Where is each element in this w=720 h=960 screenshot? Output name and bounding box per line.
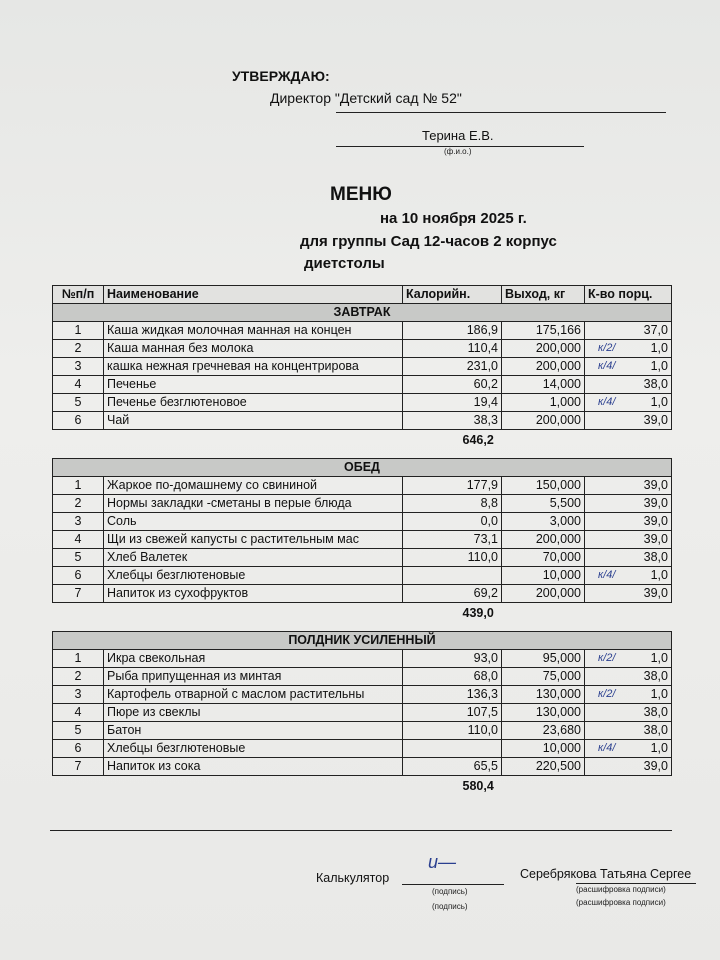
row-calories: 110,0 bbox=[403, 549, 502, 567]
row-portions bbox=[585, 412, 672, 430]
director-line: Директор "Детский сад № 52" bbox=[270, 90, 462, 106]
handwritten-mark: к/2/ bbox=[598, 652, 616, 664]
table-row bbox=[53, 567, 672, 585]
row-name: Нормы закладки -сметаны в перые блюда bbox=[104, 495, 403, 513]
row-name: кашка нежная гречневая на концентрирова bbox=[104, 358, 403, 376]
row-output: 23,680 bbox=[502, 722, 585, 740]
decode-caption-2: (расшифровка подписи) bbox=[576, 898, 666, 907]
row-name: Каша манная без молока bbox=[104, 340, 403, 358]
row-number: 1 bbox=[53, 322, 104, 340]
row-calories: 69,2 bbox=[403, 585, 502, 603]
row-output: 200,000 bbox=[502, 340, 585, 358]
row-portions bbox=[585, 740, 672, 758]
table-row bbox=[53, 668, 672, 686]
portion-value: 1,0 bbox=[650, 359, 668, 373]
row-name: Чай bbox=[104, 412, 403, 430]
table-row bbox=[53, 358, 672, 376]
row-output: 10,000 bbox=[502, 567, 585, 585]
row-output: 200,000 bbox=[502, 412, 585, 430]
row-number: 5 bbox=[53, 722, 104, 740]
menu-table bbox=[52, 285, 672, 796]
fio-caption: (ф.и.о.) bbox=[444, 147, 472, 156]
table-row bbox=[53, 686, 672, 704]
row-output: 3,000 bbox=[502, 513, 585, 531]
section-spacer bbox=[53, 603, 672, 632]
row-number: 2 bbox=[53, 668, 104, 686]
row-calories: 136,3 bbox=[403, 686, 502, 704]
approver-name: Терина Е.В. bbox=[422, 128, 494, 143]
portion-value: 1,0 bbox=[650, 651, 668, 665]
table-row bbox=[53, 412, 672, 430]
section-title: ЗАВТРАК bbox=[53, 304, 672, 322]
director-underline bbox=[336, 112, 666, 113]
row-number: 1 bbox=[53, 650, 104, 668]
section-total: 439,0 bbox=[462, 606, 494, 620]
row-number: 1 bbox=[53, 477, 104, 495]
row-output: 1,000 bbox=[502, 394, 585, 412]
row-calories: 231,0 bbox=[403, 358, 502, 376]
table-row bbox=[53, 585, 672, 603]
portion-value: 1,0 bbox=[650, 741, 668, 755]
row-name: Соль bbox=[104, 513, 403, 531]
header-name: Наименование bbox=[104, 286, 403, 304]
portion-value: 39,0 bbox=[643, 532, 668, 546]
portion-value: 1,0 bbox=[650, 341, 668, 355]
section-header-row bbox=[53, 632, 672, 650]
row-name: Жаркое по-домашнему со свининой bbox=[104, 477, 403, 495]
row-portions bbox=[585, 549, 672, 567]
row-number: 4 bbox=[53, 704, 104, 722]
header-number: №п/п bbox=[53, 286, 104, 304]
row-name: Хлебцы безглютеновые bbox=[104, 567, 403, 585]
row-name: Батон bbox=[104, 722, 403, 740]
row-portions bbox=[585, 686, 672, 704]
signature-underline bbox=[402, 884, 504, 885]
section-title: ОБЕД bbox=[53, 459, 672, 477]
portion-value: 39,0 bbox=[643, 514, 668, 528]
name-underline bbox=[576, 883, 696, 884]
row-number: 7 bbox=[53, 585, 104, 603]
portion-value: 38,0 bbox=[643, 705, 668, 719]
header-portions: К-во порц. bbox=[585, 286, 672, 304]
row-name: Печенье bbox=[104, 376, 403, 394]
row-portions bbox=[585, 758, 672, 776]
section-header-row bbox=[53, 304, 672, 322]
row-name: Печенье безглютеновое bbox=[104, 394, 403, 412]
portion-value: 1,0 bbox=[650, 687, 668, 701]
portion-value: 1,0 bbox=[650, 395, 668, 409]
row-number: 7 bbox=[53, 758, 104, 776]
row-number: 6 bbox=[53, 412, 104, 430]
table-header-row bbox=[53, 286, 672, 304]
bottom-divider bbox=[50, 830, 672, 831]
table-row bbox=[53, 740, 672, 758]
table-row bbox=[53, 549, 672, 567]
row-output: 130,000 bbox=[502, 704, 585, 722]
row-portions bbox=[585, 495, 672, 513]
row-calories: 19,4 bbox=[403, 394, 502, 412]
handwritten-mark: к/4/ bbox=[598, 742, 616, 754]
row-calories: 93,0 bbox=[403, 650, 502, 668]
row-output: 70,000 bbox=[502, 549, 585, 567]
portion-value: 38,0 bbox=[643, 377, 668, 391]
menu-date: на 10 ноября 2025 г. bbox=[380, 210, 527, 227]
row-portions bbox=[585, 531, 672, 549]
table-row bbox=[53, 340, 672, 358]
approve-title: УТВЕРЖДАЮ: bbox=[232, 68, 330, 84]
row-output: 75,000 bbox=[502, 668, 585, 686]
portion-value: 39,0 bbox=[643, 759, 668, 773]
portion-value: 38,0 bbox=[643, 669, 668, 683]
portion-value: 38,0 bbox=[643, 723, 668, 737]
section-total: 646,2 bbox=[462, 433, 494, 447]
table-row bbox=[53, 394, 672, 412]
table-row bbox=[53, 722, 672, 740]
row-output: 200,000 bbox=[502, 358, 585, 376]
row-portions bbox=[585, 585, 672, 603]
signature-caption-2: (подпись) bbox=[432, 902, 468, 911]
table-row bbox=[53, 704, 672, 722]
row-number: 4 bbox=[53, 531, 104, 549]
section-header-row bbox=[53, 459, 672, 477]
row-calories: 68,0 bbox=[403, 668, 502, 686]
handwritten-mark: к/4/ bbox=[598, 360, 616, 372]
calculator-name: Серебрякова Татьяна Сергее bbox=[520, 867, 692, 881]
section-total: 580,4 bbox=[462, 779, 494, 793]
signature-caption-1: (подпись) bbox=[432, 887, 468, 896]
row-name: Картофель отварной с маслом растительны bbox=[104, 686, 403, 704]
row-portions bbox=[585, 394, 672, 412]
row-name: Рыба припущенная из минтая bbox=[104, 668, 403, 686]
row-portions bbox=[585, 722, 672, 740]
portion-value: 1,0 bbox=[650, 568, 668, 582]
row-portions bbox=[585, 668, 672, 686]
final-total-row bbox=[53, 776, 672, 797]
row-number: 5 bbox=[53, 394, 104, 412]
row-number: 3 bbox=[53, 513, 104, 531]
row-portions bbox=[585, 322, 672, 340]
portion-value: 39,0 bbox=[643, 586, 668, 600]
row-number: 6 bbox=[53, 740, 104, 758]
row-calories: 38,3 bbox=[403, 412, 502, 430]
row-name: Каша жидкая молочная манная на концен bbox=[104, 322, 403, 340]
row-portions bbox=[585, 477, 672, 495]
row-portions bbox=[585, 650, 672, 668]
row-number: 2 bbox=[53, 340, 104, 358]
table-row bbox=[53, 477, 672, 495]
portion-value: 37,0 bbox=[643, 323, 668, 337]
table-row bbox=[53, 513, 672, 531]
calculator-label: Калькулятор bbox=[316, 871, 390, 885]
row-name: Икра свекольная bbox=[104, 650, 403, 668]
row-name: Напиток из сухофруктов bbox=[104, 585, 403, 603]
table-row bbox=[53, 758, 672, 776]
menu-group: для группы Сад 12-часов 2 корпус bbox=[300, 233, 557, 250]
row-name: Хлеб Валетек bbox=[104, 549, 403, 567]
table-row bbox=[53, 495, 672, 513]
row-output: 150,000 bbox=[502, 477, 585, 495]
portion-value: 39,0 bbox=[643, 496, 668, 510]
row-calories: 186,9 bbox=[403, 322, 502, 340]
row-number: 2 bbox=[53, 495, 104, 513]
row-calories: 8,8 bbox=[403, 495, 502, 513]
header-calories: Калорийн. bbox=[403, 286, 502, 304]
row-calories: 107,5 bbox=[403, 704, 502, 722]
portion-value: 38,0 bbox=[643, 550, 668, 564]
row-output: 220,500 bbox=[502, 758, 585, 776]
row-calories: 110,0 bbox=[403, 722, 502, 740]
row-portions bbox=[585, 340, 672, 358]
row-number: 3 bbox=[53, 686, 104, 704]
menu-title: МЕНЮ bbox=[330, 184, 392, 205]
row-calories: 60,2 bbox=[403, 376, 502, 394]
row-name: Щи из свежей капусты с растительным мас bbox=[104, 531, 403, 549]
table-row bbox=[53, 322, 672, 340]
row-output: 130,000 bbox=[502, 686, 585, 704]
row-output: 175,166 bbox=[502, 322, 585, 340]
row-name: Хлебцы безглютеновые bbox=[104, 740, 403, 758]
row-calories: 73,1 bbox=[403, 531, 502, 549]
row-calories: 177,9 bbox=[403, 477, 502, 495]
handwritten-signature: и— bbox=[428, 852, 457, 872]
table-row bbox=[53, 650, 672, 668]
section-spacer bbox=[53, 430, 672, 459]
row-output: 200,000 bbox=[502, 585, 585, 603]
row-number: 3 bbox=[53, 358, 104, 376]
handwritten-mark: к/2/ bbox=[598, 342, 616, 354]
row-output: 200,000 bbox=[502, 531, 585, 549]
row-portions bbox=[585, 704, 672, 722]
row-calories: 0,0 bbox=[403, 513, 502, 531]
row-portions bbox=[585, 376, 672, 394]
row-number: 6 bbox=[53, 567, 104, 585]
header-output: Выход, кг bbox=[502, 286, 585, 304]
handwritten-mark: к/4/ bbox=[598, 569, 616, 581]
row-portions bbox=[585, 567, 672, 585]
row-calories: 110,4 bbox=[403, 340, 502, 358]
handwritten-mark: к/2/ bbox=[598, 688, 616, 700]
table-row bbox=[53, 531, 672, 549]
row-output: 10,000 bbox=[502, 740, 585, 758]
handwritten-mark: к/4/ bbox=[598, 396, 616, 408]
portion-value: 39,0 bbox=[643, 478, 668, 492]
row-number: 5 bbox=[53, 549, 104, 567]
row-output: 95,000 bbox=[502, 650, 585, 668]
row-output: 14,000 bbox=[502, 376, 585, 394]
menu-diet: диетстолы bbox=[304, 255, 385, 272]
row-number: 4 bbox=[53, 376, 104, 394]
row-portions bbox=[585, 358, 672, 376]
row-portions bbox=[585, 513, 672, 531]
row-calories bbox=[403, 740, 502, 758]
row-name: Пюре из свеклы bbox=[104, 704, 403, 722]
section-title: ПОЛДНИК УСИЛЕННЫЙ bbox=[53, 632, 672, 650]
row-calories: 65,5 bbox=[403, 758, 502, 776]
table-row bbox=[53, 376, 672, 394]
row-name: Напиток из сока bbox=[104, 758, 403, 776]
row-output: 5,500 bbox=[502, 495, 585, 513]
row-calories bbox=[403, 567, 502, 585]
decode-caption-1: (расшифровка подписи) bbox=[576, 885, 666, 894]
portion-value: 39,0 bbox=[643, 413, 668, 427]
